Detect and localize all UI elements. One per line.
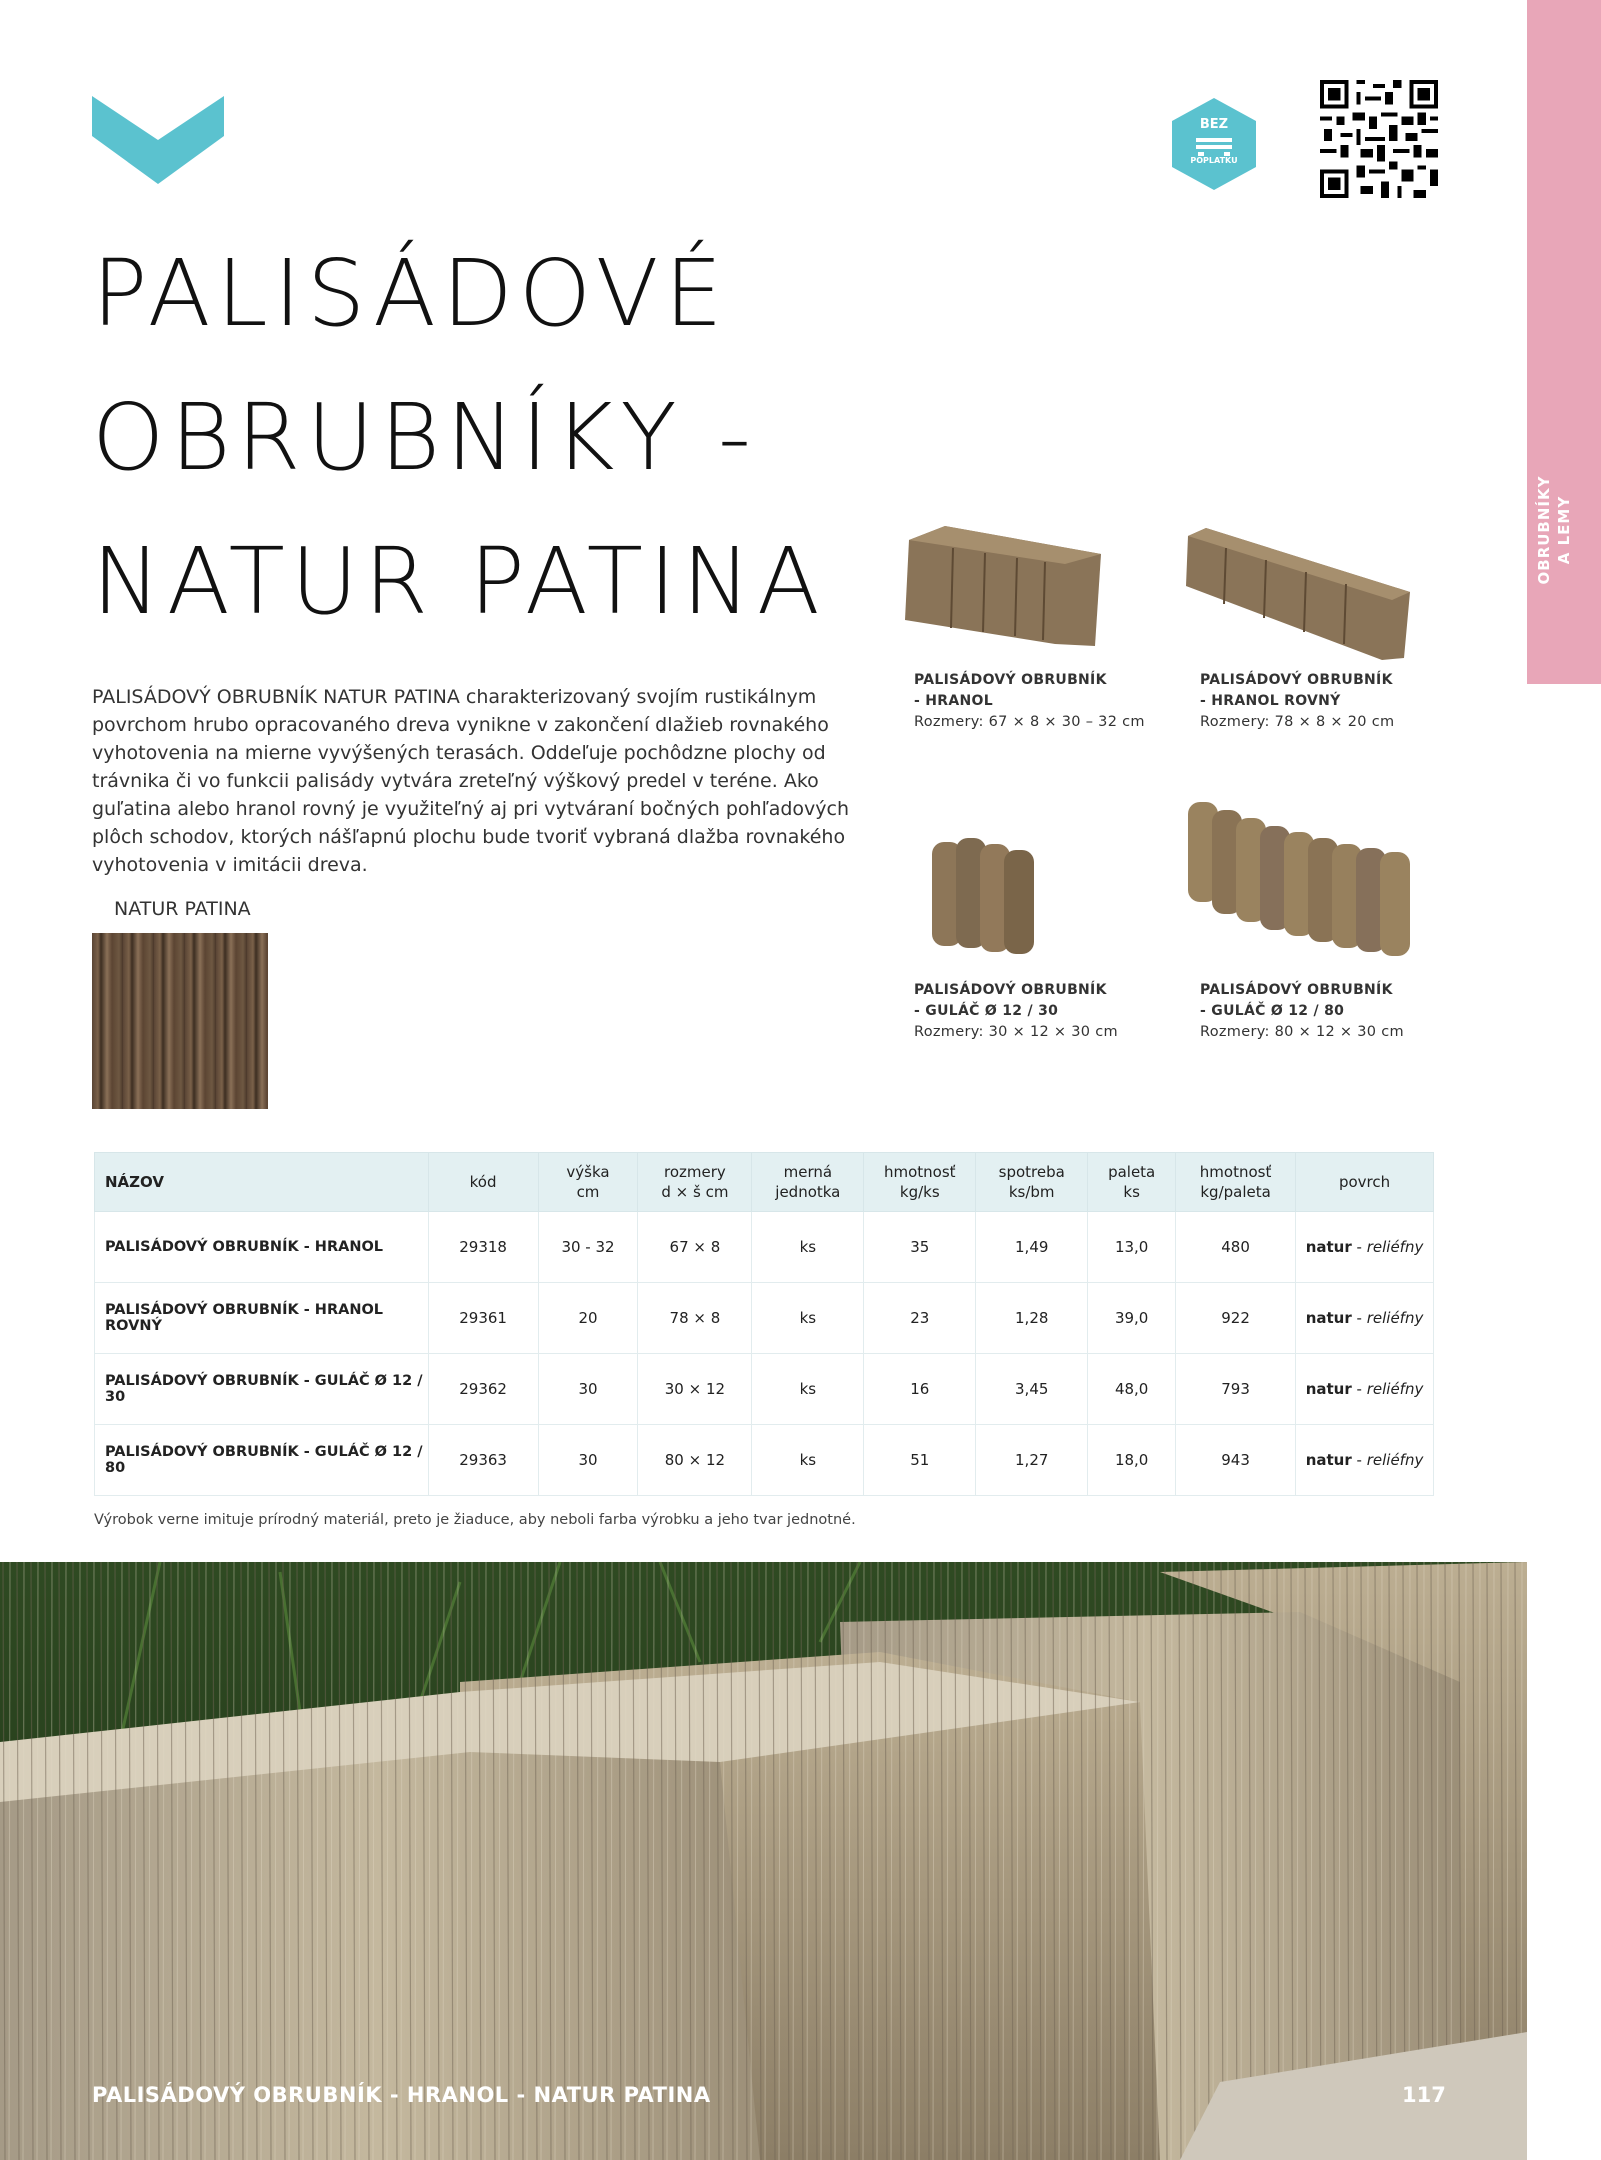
category-side-tab[interactable] xyxy=(1527,0,1601,684)
surface-cell: natur - reliéfny xyxy=(1296,1212,1434,1283)
header-spotreba: spotreba ks/bm xyxy=(976,1153,1088,1212)
page-title xyxy=(92,222,912,654)
header-hmotnost-ks: hmotnosť kg/ks xyxy=(864,1153,976,1212)
table-row: PALISÁDOVÝ OBRUBNÍK - HRANOL ROVNÝ 29361 20 78 × 8 ks 23 1,28 39,0 922 natur - reliéfny xyxy=(95,1283,1434,1354)
surface-cell: natur - reliéfny xyxy=(1296,1283,1434,1354)
product-image-hranol-rovny xyxy=(1186,526,1412,664)
title-line-1: PALISÁDOVÉ xyxy=(92,240,729,347)
swatch-label: NATUR PATINA xyxy=(114,898,251,920)
header-merna-jednotka: merná jednotka xyxy=(752,1153,864,1212)
table-header-row xyxy=(95,1153,1434,1212)
table-row: PALISÁDOVÝ OBRUBNÍK - HRANOL 29318 30 - 32 67 × 8 ks 35 1,49 13,0 480 natur - reliéfny xyxy=(95,1212,1434,1283)
product-caption-hranol: PALISÁDOVÝ OBRUBNÍK - HRANOL Rozmery: 67 × 8 × 30 – 32 cm xyxy=(914,672,1145,730)
surface-cell: natur - reliéfny xyxy=(1296,1425,1434,1496)
free-badge-icon xyxy=(1168,96,1260,192)
color-swatch xyxy=(92,933,268,1109)
surface-cell: natur - reliéfny xyxy=(1296,1354,1434,1425)
header-hmotnost-paleta: hmotnosť kg/paleta xyxy=(1176,1153,1296,1212)
product-caption-gulac-30: PALISÁDOVÝ OBRUBNÍK - GULÁČ Ø 12 / 30 Rozmery: 30 × 12 × 30 cm xyxy=(914,982,1118,1040)
product-image-hranol xyxy=(905,520,1101,648)
product-description: PALISÁDOVÝ OBRUBNÍK NATUR PATINA charakterizovaný svojím rustikálnym povrchom hrubo opracovaného dreva vynikne v zakončení dlažieb rovnakého vyhotovenia na mierne vyvýšených terasách. Oddeľuje pochôdzne plochy od trávnika či vo funkcii palisády vytvára zreteľný výškový predel v teréne. Ako guľatina alebo hranol rovný je využiteľný aj pri vytváraní bočných pohľadových plôch schodov, ktorých nášľapnú plochu bude tvoriť vybraná dlažba rovnakého vyhotovenia v imitácii dreva. xyxy=(92,686,850,876)
side-tab-label: OBRUBNÍKY A LEMY xyxy=(1535,475,1573,585)
product-image-gulac-30 xyxy=(930,832,1036,958)
header-kod: kód xyxy=(428,1153,538,1212)
footnote: Výrobok verne imituje prírodný materiál, preto je žiaduce, aby neboli farba výrobku a jeho tvar jednotné. xyxy=(94,1512,856,1528)
header-rozmery: rozmery d × š cm xyxy=(638,1153,752,1212)
header-nazov: NÁZOV xyxy=(95,1153,429,1212)
chevron-logo-icon xyxy=(92,96,224,184)
badge-label: BEZ xyxy=(1199,117,1229,132)
title-line-2: OBRUBNÍKY - xyxy=(92,384,758,491)
header-vyska: výška cm xyxy=(538,1153,638,1212)
photo-caption: PALISÁDOVÝ OBRUBNÍK - HRANOL - NATUR PATINA xyxy=(92,2083,711,2107)
badge-sublabel: POPLATKU xyxy=(1190,156,1238,165)
table-row: PALISÁDOVÝ OBRUBNÍK - GULÁČ Ø 12 / 80 29363 30 80 × 12 ks 51 1,27 18,0 943 natur - reliéfny xyxy=(95,1425,1434,1496)
product-photo xyxy=(0,1562,1527,2160)
qr-code xyxy=(1320,80,1438,198)
product-caption-hranol-rovny: PALISÁDOVÝ OBRUBNÍK - HRANOL ROVNÝ Rozmery: 78 × 8 × 20 cm xyxy=(1200,672,1395,730)
table-row: PALISÁDOVÝ OBRUBNÍK - GULÁČ Ø 12 / 30 29362 30 30 × 12 ks 16 3,45 48,0 793 natur - reliéfny xyxy=(95,1354,1434,1425)
page-number: 117 xyxy=(1402,2083,1446,2107)
product-image-gulac-80 xyxy=(1186,800,1414,960)
header-povrch: povrch xyxy=(1296,1153,1434,1212)
product-caption-gulac-80: PALISÁDOVÝ OBRUBNÍK - GULÁČ Ø 12 / 80 Rozmery: 80 × 12 × 30 cm xyxy=(1200,982,1404,1040)
header-paleta: paleta ks xyxy=(1088,1153,1176,1212)
title-line-3: NATUR PATINA xyxy=(92,528,826,635)
spec-table xyxy=(94,1152,1434,1496)
